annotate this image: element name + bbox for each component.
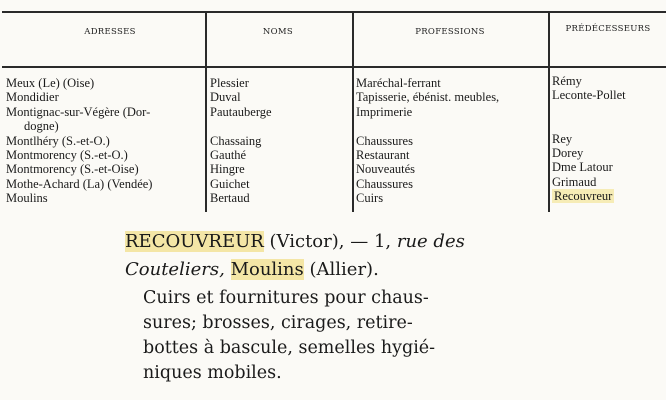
name-cell: Guichet bbox=[210, 176, 250, 191]
profession-cell: Restaurant bbox=[356, 147, 410, 162]
address-cell: Meux (Le) (Oise) bbox=[6, 76, 95, 90]
highlighted-predecessor: Recouvreur bbox=[554, 189, 613, 204]
header-noms: NOMS bbox=[262, 27, 294, 37]
predecessor-cell: Rémy bbox=[552, 74, 582, 88]
predecessor-cell: Dme Latour bbox=[552, 160, 613, 175]
address-cell: Montmorency (S.-et-Oise) bbox=[6, 162, 139, 177]
name-cell: Bertaud bbox=[210, 191, 250, 206]
predecessor-cell: Dorey bbox=[552, 145, 584, 160]
entry-name: RECOUVREUR bbox=[125, 231, 264, 252]
entry-street-part1: rue des bbox=[396, 231, 465, 252]
address-cell: Montignac-sur-Végère (Dor- bbox=[6, 104, 151, 119]
entry-dept: (Allier). bbox=[303, 259, 379, 280]
profession-cell: Maréchal-ferrant bbox=[356, 76, 441, 90]
table-header-rule bbox=[2, 66, 666, 68]
professions-column bbox=[356, 76, 499, 206]
predecessor-cell: Rey bbox=[552, 131, 573, 146]
names-column bbox=[210, 76, 272, 206]
entry-description bbox=[143, 286, 508, 386]
predecessor-cell: Leconte-Pollet bbox=[552, 88, 626, 103]
profession-cell: Tapisserie, ébénist. meubles, bbox=[356, 90, 500, 105]
address-cell: Mothe-Achard (La) (Vendée) bbox=[6, 176, 153, 191]
name-cell: Plessier bbox=[210, 76, 249, 90]
profession-cell: Chaussures bbox=[356, 133, 413, 148]
profession-cell: Chaussures bbox=[356, 176, 413, 191]
name-cell: Pautauberge bbox=[210, 104, 272, 119]
table-top-rule bbox=[2, 11, 666, 13]
profession-cell: Cuirs bbox=[356, 191, 384, 206]
directory-entry bbox=[125, 228, 515, 284]
column-divider bbox=[352, 12, 354, 212]
entry-street-part2: Couteliers, bbox=[125, 259, 225, 280]
entry-line-2 bbox=[125, 256, 515, 284]
description-line: sures; brosses, cirages, retire- bbox=[143, 313, 413, 333]
description-line: niques mobiles. bbox=[143, 363, 282, 383]
header-predecesseurs: PRÉDÉCESSEURS bbox=[565, 24, 651, 34]
predecessor-cell: Grimaud bbox=[552, 174, 597, 189]
name-cell: Chassaing bbox=[210, 133, 262, 148]
predecessor-cell bbox=[552, 189, 626, 203]
addresses-column bbox=[6, 76, 152, 206]
header-professions: PROFESSIONS bbox=[415, 27, 485, 37]
address-cell: Moulins bbox=[6, 191, 48, 206]
profession-cell: Nouveautés bbox=[356, 162, 416, 177]
description-line: Cuirs et fournitures pour chaus- bbox=[143, 288, 429, 308]
predecessors-column bbox=[552, 74, 626, 204]
entry-line-1 bbox=[125, 228, 515, 256]
name-cell: Gauthé bbox=[210, 147, 247, 162]
name-cell: Hingre bbox=[210, 162, 245, 177]
column-divider bbox=[548, 12, 550, 212]
blank-cell bbox=[552, 117, 626, 131]
name-cell: Duval bbox=[210, 90, 241, 105]
entry-first-name: (Victor), — 1, bbox=[263, 231, 397, 252]
description-line: bottes à bascule, semelles hygié- bbox=[143, 338, 436, 358]
blank-cell bbox=[356, 119, 499, 133]
header-adresses: ADRESSES bbox=[84, 27, 136, 37]
entry-city: Moulins bbox=[230, 259, 304, 280]
address-cell: Montlhéry (S.-et-O.) bbox=[6, 133, 110, 148]
profession-cell: Imprimerie bbox=[356, 104, 413, 119]
address-cell: Mondidier bbox=[6, 90, 59, 105]
column-divider bbox=[205, 12, 207, 212]
blank-cell bbox=[210, 119, 272, 133]
blank-cell bbox=[552, 103, 626, 117]
address-cell: dogne) bbox=[24, 119, 59, 134]
address-cell: Montmorency (S.-et-O.) bbox=[6, 147, 128, 162]
